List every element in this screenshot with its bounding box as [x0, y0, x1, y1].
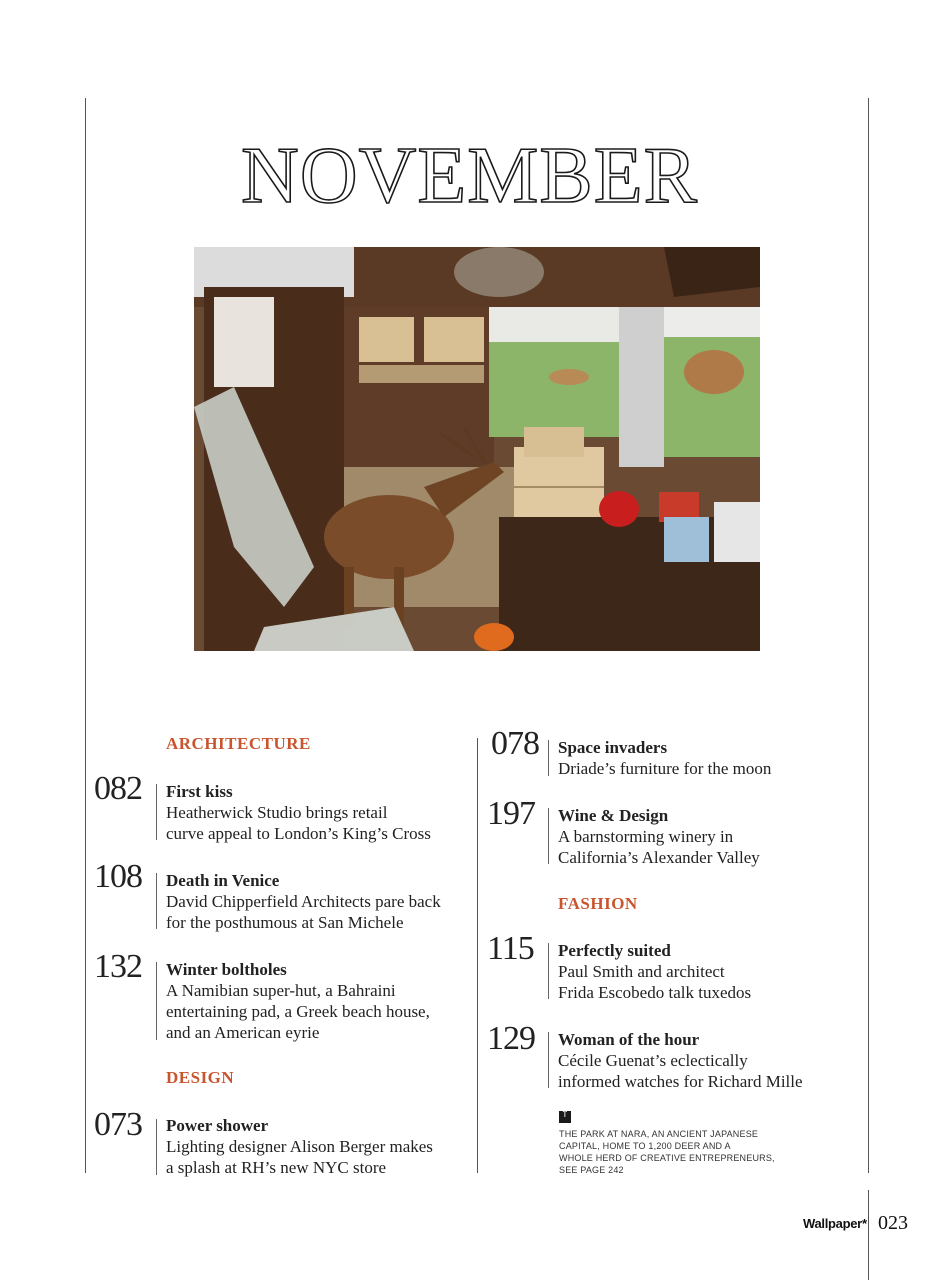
entry-rule [548, 1032, 549, 1088]
entry-desc-line: Cécile Guenat’s eclectically [558, 1051, 748, 1070]
page-number: 132 [94, 948, 142, 985]
entry-desc-line: California’s Alexander Valley [558, 848, 760, 867]
entry-text [558, 1029, 858, 1092]
entry-desc-line: David Chipperfield Architects pare back [166, 892, 441, 911]
entry-rule [156, 962, 157, 1040]
entry-text [166, 870, 466, 933]
entry-desc-line: entertaining pad, a Greek beach house, [166, 1002, 430, 1021]
column-divider-rule [477, 738, 478, 1173]
page-number: 197 [487, 795, 535, 832]
section-fashion: FASHION [558, 894, 638, 913]
page-number: 129 [487, 1020, 535, 1057]
caption-line: WHOLE HERD OF CREATIVE ENTREPRENEURS, [559, 1153, 775, 1163]
entry-desc-line: Paul Smith and architect [558, 962, 725, 981]
entry-desc-line: curve appeal to London’s King’s Cross [166, 824, 431, 843]
entry-text [558, 737, 858, 779]
entry-desc-line: A Namibian super-hut, a Bahraini [166, 981, 396, 1000]
entry-heading: Woman of the hour [558, 1030, 700, 1049]
entry-heading: Perfectly suited [558, 941, 671, 960]
entry-rule [548, 808, 549, 864]
entry-heading: Power shower [166, 1116, 269, 1135]
page-number: 115 [487, 930, 534, 967]
page-title: NOVEMBER [241, 131, 698, 220]
photo-caption [559, 1128, 779, 1176]
folio-page-number: 023 [878, 1212, 908, 1234]
entry-text [166, 1115, 466, 1178]
entry-rule [156, 784, 157, 840]
page-number: 108 [94, 858, 142, 895]
caption-line: CAPITAL, HOME TO 1,200 DEER AND A [559, 1141, 731, 1151]
entry-desc-line: Frida Escobedo talk tuxedos [558, 983, 752, 1002]
arrow-up-icon: ↑ [559, 1111, 571, 1123]
entry-heading: Space invaders [558, 738, 668, 757]
entry-heading: Wine & Design [558, 806, 669, 825]
entry-desc-line: informed watches for Richard Mille [558, 1072, 803, 1091]
entry-rule [156, 873, 157, 929]
entry-desc-line: Lighting designer Alison Berger makes [166, 1137, 433, 1156]
entry-rule [548, 740, 549, 776]
entry-desc-line: for the posthumous at San Michele [166, 913, 404, 932]
right-margin-rule [868, 98, 869, 1173]
entry-text [558, 805, 858, 868]
footer-rule [868, 1190, 869, 1280]
magazine-brand: Wallpaper* [803, 1216, 867, 1231]
page-number: 082 [94, 770, 142, 807]
entry-desc-line: Heatherwick Studio brings retail [166, 803, 388, 822]
entry-text [558, 940, 858, 1003]
caption-line: SEE PAGE 242 [559, 1165, 624, 1175]
entry-desc-line: Driade’s furniture for the moon [558, 759, 772, 778]
entry-text [166, 959, 466, 1043]
entry-desc-line: A barnstorming winery in [558, 827, 734, 846]
page-number: 078 [491, 725, 539, 762]
entry-heading: Death in Venice [166, 871, 280, 890]
entry-rule [156, 1119, 157, 1175]
caption-line: THE PARK AT NARA, AN ANCIENT JAPANESE [559, 1129, 759, 1139]
entry-desc-line: and an American eyrie [166, 1023, 320, 1042]
section-architecture: ARCHITECTURE [166, 734, 311, 753]
left-margin-rule [85, 98, 86, 1173]
feature-photo [194, 247, 760, 651]
entry-text [166, 781, 466, 844]
entry-heading: First kiss [166, 782, 233, 801]
section-design: DESIGN [166, 1068, 235, 1087]
photo-nara-shop-deer [194, 247, 760, 651]
entry-rule [548, 943, 549, 999]
entry-desc-line: a splash at RH’s new NYC store [166, 1158, 387, 1177]
entry-heading: Winter boltholes [166, 960, 287, 979]
page-number: 073 [94, 1106, 142, 1143]
